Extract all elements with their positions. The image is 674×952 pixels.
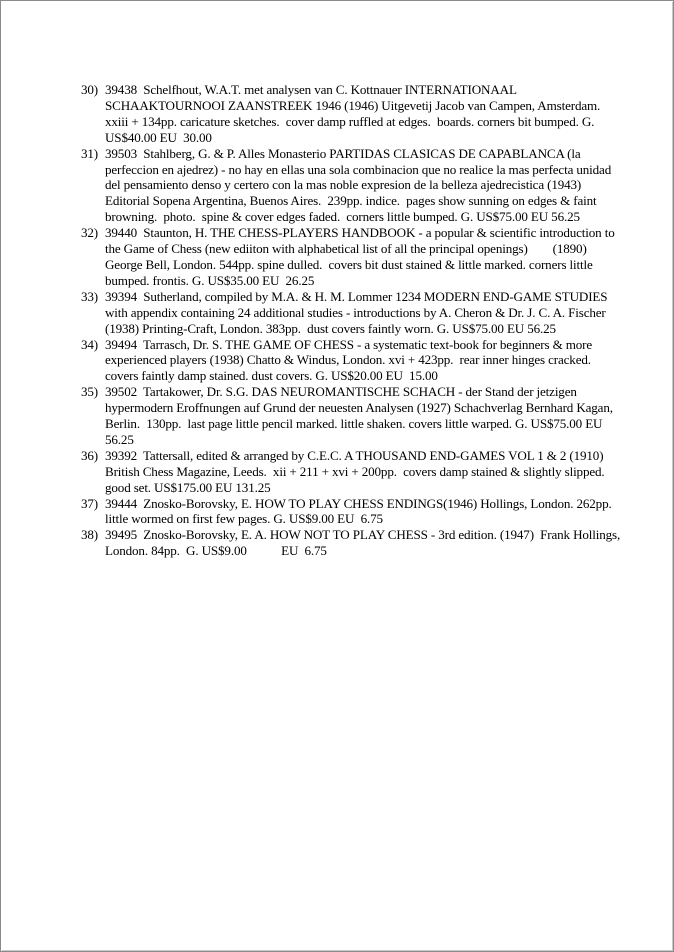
- entry-description: 39440 Staunton, H. THE CHESS-PLAYERS HANDBOOK - a popular & scientific introduction to the Game of Chess (new ediiton with alphabetical list of all the principal openings) (1890) George Bell, London. 544pp. spine dulled. covers bit dust stained & little marked. corners little bumped. frontis. G. US$35.00 EU 26.25: [105, 225, 618, 288]
- entry-description: 39494 Tarrasch, Dr. S. THE GAME OF CHESS - a systematic text-book for beginners & more experienced players (1938) Chatto & Windus, London. xvi + 423pp. rear inner hinges cracked. covers faintly damp stained. dust covers. G. US$20.00 EU 15.00: [105, 336, 596, 384]
- entry-number: 35): [81, 384, 99, 400]
- catalogue-entry: [81, 384, 621, 448]
- catalogue-entry: [81, 337, 621, 385]
- entry-description: 39438 Schelfhout, W.A.T. met analysen van C. Kottnauer INTERNATIONAAL SCHAAKTOURNOOI ZAANSTREEK 1946 (1946) Uitgevetij Jacob van Campen, Amsterdam. xxiii + 134pp. caricature sketches. cover damp ruffled at edges. boards. corners bit bumped. G. US$40.00 EU 30.00: [105, 82, 607, 145]
- entry-number: 34): [81, 336, 99, 352]
- entry-number: 30): [81, 82, 99, 97]
- catalogue-entry: [81, 82, 621, 146]
- entry-description: 39444 Znosko-Borovsky, E. HOW TO PLAY CHESS ENDINGS(1946) Hollings, London. 262pp. little wormed on first few pages. G. US$9.00 EU 6.75: [105, 495, 615, 527]
- catalogue-entry: [81, 527, 624, 559]
- entry-number: 38): [81, 527, 99, 543]
- entry-number: 32): [81, 225, 99, 241]
- catalogue-entry: [81, 496, 621, 528]
- catalogue-entry: [81, 288, 637, 337]
- entry-number: 37): [81, 495, 99, 511]
- entry-description: 39495 Znosko-Borovsky, E. A. HOW NOT TO PLAY CHESS - 3rd edition. (1947) Frank Hollings, London. 84pp. G. US$9.00 EU 6.75: [105, 527, 624, 559]
- catalogue-entry: [81, 225, 621, 289]
- catalogue-entry: [81, 146, 621, 226]
- entry-description: 39392 Tattersall, edited & arranged by C.E.C. A THOUSAND END-GAMES VOL 1 & 2 (1910) British Chess Magazine, Leeds. xii + 211 + xvi + 200pp. covers damp stained & slightly slipped. good set. US$175.00 EU 131.25: [105, 447, 608, 495]
- entry-description: 39394 Sutherland, compiled by M.A. & H. M. Lommer 1234 MODERN END-GAME STUDIES with appendix containing 24 additional studies - introductions by A. Cheron & Dr. J. C. A. Fischer (1938) Printing-Craft, London. 383pp. dust covers faintly worn. G. US$75.00 EU 56.25: [105, 288, 637, 336]
- entry-description: 39502 Tartakower, Dr. S.G. DAS NEUROMANTISCHE SCHACH - der Stand der jetzigen hypermodern Eroffnungen auf Grund der neuesten Analysen (1927) Schachverlag Bernhard Kagan, Berlin. 130pp. last page little pencil marked. little shaken. covers little warped. G. US$75.00 EU 56.25: [105, 384, 616, 447]
- entry-description: 39503 Stahlberg, G. & P. Alles Monasterio PARTIDAS CLASICAS DE CAPABLANCA (la perfeccion en ajedrez) - no hay en ellas una sola combinacion que no realice la mas perfecta unidad del pensamiento denso y certero con la mas noble expresion de la belleza ajedrecistica (1943) Editorial Sopena Argentina, Buenos Aires. 239pp. indice. pages show sunning on edges & faint browning. photo. spine & cover edges faded. corners little bumped. G. US$75.00 EU 56.25: [105, 145, 615, 225]
- entry-number: 31): [81, 145, 99, 161]
- entry-number: 33): [81, 288, 99, 304]
- catalogue-entry: [81, 448, 621, 496]
- entry-number: 36): [81, 447, 99, 463]
- catalogue-listing: [81, 82, 637, 559]
